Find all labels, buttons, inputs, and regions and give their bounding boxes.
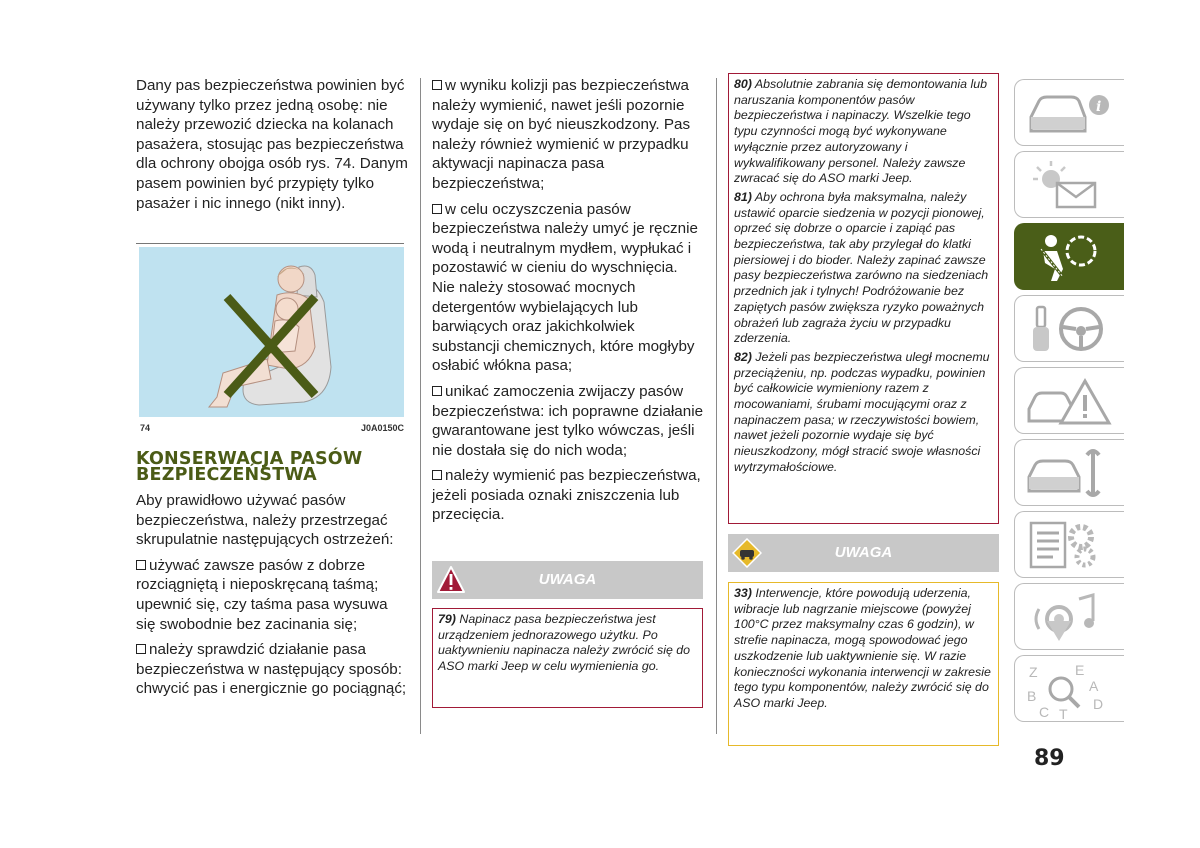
checkbox-bullet-icon <box>432 386 442 396</box>
warning-header <box>432 561 703 599</box>
tab-starting-driving[interactable] <box>1014 295 1124 362</box>
tab-multimedia[interactable] <box>1014 583 1124 650</box>
bullet-item: w celu oczyszczenia pasów bezpieczeństwa należy umyć je ręcznie wodą i neutralnym mydłem, wypłukać i pozostawić w cieniu do wyschnięcia. Nie należy stosować mocnych detergentów wybielających lub barwiących oraz jakichkolwiek substancji chemicznych, które mogłyby osłabić włókna pasa; <box>432 200 698 375</box>
svg-text:T: T <box>1059 706 1068 721</box>
figure-code: J0A0150C <box>360 423 404 433</box>
column-1-continued <box>136 491 411 705</box>
bullet-item: należy sprawdzić działanie pasa bezpieczeństwa w następujący sposób: chwycić pas i energicznie go pociągnąć; <box>136 641 407 698</box>
column-divider <box>420 78 421 734</box>
section-heading: KONSERWACJA PASÓW BEZPIECZEŃSTWA <box>136 449 363 485</box>
warning-82: 82) Jeżeli pas bezpieczeństwa uległ mocnemu przeciążeniu, np. podczas wypadku, powinien być całkowicie wymieniony razem z mocowaniami, śrubami mocującymi oraz z napinaczem pasa; w rzeczywistości bowiem, nawet jeżeli pozornie wydaje się być nieuszkodzony, mógł stracić swoje własności wytrzymałościowe. <box>734 349 990 474</box>
bullet-item: używać zawsze pasów z dobrze rozciągniętą i nieposkręcaną taśmą; upewnić się, czy taśma pasa wysuwa się swobodnie bez zacinania się; <box>136 556 388 633</box>
note-header <box>728 534 999 572</box>
column-2 <box>432 76 704 531</box>
car-service-icon <box>1023 445 1113 501</box>
bullet-item: w wyniku kolizji pas bezpieczeństwa należy wymienić, nawet jeśli pozornie wydaje się on być nieuszkodzony. Pas należy również wymienić w przypadku aktywacji napinacza pasa bezpieczeństwa; <box>432 77 691 192</box>
tab-warning-lights[interactable] <box>1014 151 1124 218</box>
airbag-seatbelt-icon <box>1023 229 1113 285</box>
svg-text:A: A <box>1089 678 1099 694</box>
column-divider <box>716 78 717 734</box>
warning-81: 81) Aby ochrona była maksymalna, należy ustawić oparcie siedzenia w pozycji pionowej, oprzeć się dobrze o oparcie i zapiąć pas bezpieczeństwa, tak aby przylegał do klatki piersiowej i do bioder. Należy zapinać zawsze pasy bezpieczeństwa zarówno na siedzeniach przednich jak i tylnych! Podróżowanie bez zapiętych pasów zwiększa ryzyko poważnych obrażeń lub zagraża życiu w przypadku zderzenia. <box>734 189 989 346</box>
alphabetical-index-icon <box>1023 661 1113 721</box>
tab-safety[interactable] <box>1014 223 1124 290</box>
car-info-icon <box>1023 85 1113 141</box>
page-number: 89 <box>1034 746 1065 771</box>
svg-text:E: E <box>1075 662 1085 678</box>
note-label: UWAGA <box>834 544 893 561</box>
tab-index[interactable] <box>1014 655 1124 722</box>
tab-technical-data[interactable] <box>1014 511 1124 578</box>
warning-lights-icon <box>1023 157 1113 213</box>
intro-paragraph: Dany pas bezpieczeństwa powinien być używany tylko przez jedną osobę: nie należy przewozić dziecka na kolanach pasażera, stosując pas bezpieczeństwa dla ochrony obojga osób rys. 74. Danym pasem powinien być przypięty tylko pasażer i nic innego (nikt inny). <box>136 77 408 212</box>
svg-text:C: C <box>1039 704 1050 720</box>
figure-number: 74 <box>140 423 151 433</box>
warning-box-79 <box>432 608 703 708</box>
bullet-item: unikać zamoczenia zwijaczy pasów bezpieczeństwa: ich poprawne działanie gwarantowane jest tylko wówczas, jeśli nie dostała się do nich woda; <box>432 382 704 459</box>
warning-79: 79) Napinacz pasa bezpieczeństwa jest urządzeniem jednorazowego użytku. Po uaktywnieniu napinacza należy zwrócić się do ASO marki Jeep w celu wymienienia go. <box>438 612 691 674</box>
breakdown-triangle-icon <box>1023 373 1113 429</box>
svg-text:i: i <box>1096 99 1102 115</box>
checkbox-bullet-icon <box>432 470 442 480</box>
svg-text:D: D <box>1093 696 1104 712</box>
note-33: 33) Interwencje, które powodują uderzenia, wibracje lub nagrzanie miejscowe (powyżej 100°C przez maksymalny czas 6 godzin), w strefie napinacza, mogą spowodować jego uszkodzenie lub uaktywnienie się. W razie konieczności wykonania interwencji w zakresie tego typu komponentów, należy zwrócić się do ASO marki Jeep. <box>734 586 991 710</box>
tab-car-info[interactable] <box>1014 79 1124 146</box>
checkbox-bullet-icon <box>432 204 442 214</box>
note-box-33 <box>728 582 999 746</box>
figure-74 <box>136 243 408 439</box>
warning-label: UWAGA <box>538 571 597 588</box>
illustration-svg <box>139 247 404 417</box>
tab-emergency[interactable] <box>1014 367 1124 434</box>
child-on-lap-illustration <box>139 247 404 417</box>
column-1 <box>136 76 408 219</box>
warning-80: 80) Absolutnie zabrania się demontowania lub naruszania komponentów pasów bezpieczeństwa i napinaczy. Wszelkie tego typu czynności mogą być wykonywane wyłącznie przez autoryzowany i wykwalifikowany personel. Należy zawsze zwracać się do ASO marki Jeep. <box>734 77 988 186</box>
lead-paragraph: Aby prawidłowo używać pasów bezpieczeństwa, należy przestrzegać skrupulatnie następujących ostrzeżeń: <box>136 492 394 549</box>
warning-box-80-82 <box>728 73 999 524</box>
checkbox-bullet-icon <box>136 644 146 654</box>
svg-text:Z: Z <box>1029 664 1038 680</box>
bullet-item: należy wymienić pas bezpieczeństwa, jeżeli posiada oznaki zniszczenia lub przecięcia. <box>432 467 701 524</box>
key-steering-icon <box>1023 301 1113 357</box>
tab-servicing[interactable] <box>1014 439 1124 506</box>
svg-text:B: B <box>1027 688 1037 704</box>
multimedia-icon <box>1023 589 1113 645</box>
checkbox-bullet-icon <box>432 80 442 90</box>
specs-gears-icon <box>1023 517 1113 573</box>
checkbox-bullet-icon <box>136 560 146 570</box>
